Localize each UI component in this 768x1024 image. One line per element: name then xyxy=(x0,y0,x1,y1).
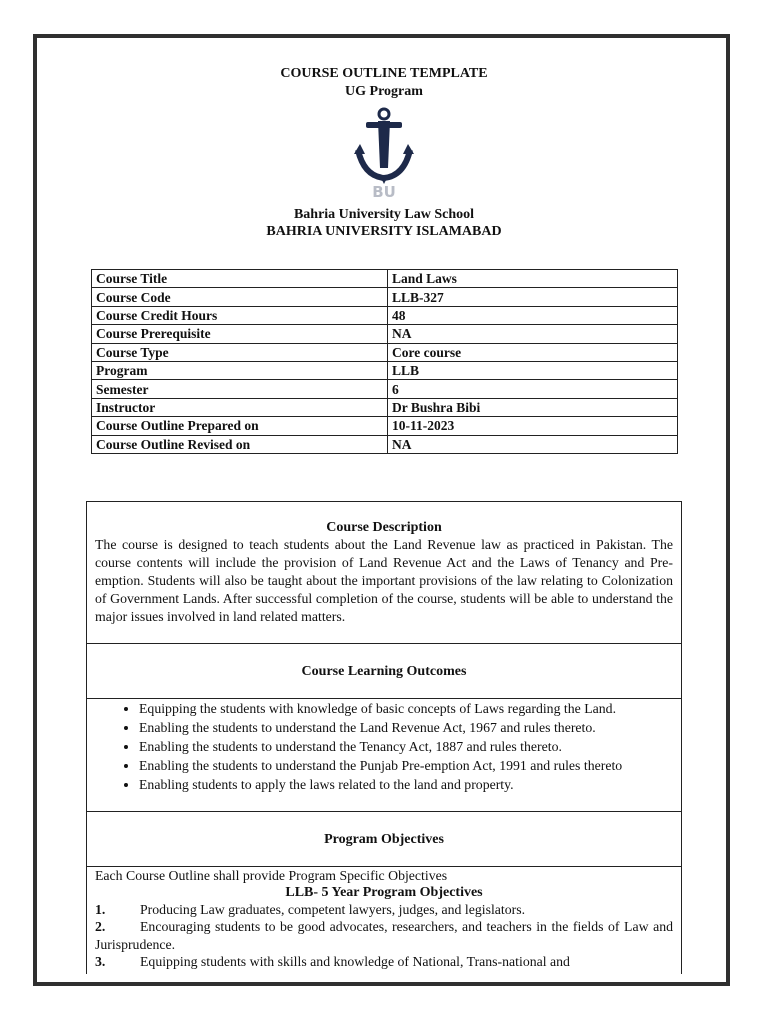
info-value: LLB-327 xyxy=(388,288,678,306)
objective-number: 1. xyxy=(95,901,106,917)
info-value: Land Laws xyxy=(388,270,678,288)
info-label: Instructor xyxy=(92,398,388,416)
document-title: COURSE OUTLINE TEMPLATE xyxy=(280,66,488,81)
info-value: Dr Bushra Bibi xyxy=(388,398,678,416)
objectives-intro: Each Course Outline shall provide Program Specific Objectives xyxy=(95,868,448,883)
section-title: Program Objectives xyxy=(324,832,444,847)
info-label: Course Outline Prepared on xyxy=(92,417,388,435)
objective-item xyxy=(87,953,681,971)
objective-number: 2. xyxy=(95,919,106,934)
info-row xyxy=(92,398,678,416)
objective-text: Encouraging students to be good advocates, researchers, and teachers in the fields of Law and Jurisprudence. xyxy=(95,919,673,952)
course-info-table xyxy=(91,269,678,454)
info-value: LLB xyxy=(388,361,678,379)
university-name: BAHRIA UNIVERSITY ISLAMABAD xyxy=(266,224,502,239)
list-item: • Equipping the students with knowledge of basic concepts of Laws regarding the Land. xyxy=(139,699,681,718)
anchor-icon xyxy=(352,104,416,200)
info-value: 6 xyxy=(388,380,678,398)
info-label: Course Outline Revised on xyxy=(92,435,388,453)
objective-number: 3. xyxy=(95,954,106,969)
info-row xyxy=(92,288,678,306)
info-value: 10-11-2023 xyxy=(388,417,678,435)
info-row xyxy=(92,270,678,288)
info-label: Course Code xyxy=(92,288,388,306)
list-item: • Enabling the students to understand the Land Revenue Act, 1967 and rules thereto. xyxy=(139,718,681,737)
school-name: Bahria University Law School xyxy=(293,207,475,222)
info-label: Course Credit Hours xyxy=(92,306,388,324)
course-description-section xyxy=(86,501,682,644)
program-objectives-content xyxy=(86,866,682,974)
info-row xyxy=(92,306,678,324)
info-label: Course Prerequisite xyxy=(92,325,388,343)
objective-item xyxy=(87,918,681,953)
info-row xyxy=(92,435,678,453)
svg-text:BU: BU xyxy=(372,183,396,200)
section-title: Course Learning Outcomes xyxy=(301,664,467,679)
description-text: The course is designed to teach students about the Land Revenue law as practiced in Pakistan. The course contents will include the provision of Land Revenue Act and the Laws of Tenancy and Pre-emption. Students will also be taught about the important provisions of the law relating to Colonization of Government Lands. After successful completion of the course, students will be able to understand the major issues involved in land related matters. xyxy=(95,537,673,624)
info-value: NA xyxy=(388,325,678,343)
info-row xyxy=(92,343,678,361)
learning-outcomes-header xyxy=(86,643,682,699)
document-subtitle: UG Program xyxy=(345,84,423,99)
university-logo xyxy=(352,104,416,200)
info-label: Course Title xyxy=(92,270,388,288)
objective-text: Equipping students with skills and knowledge of National, Trans-national and xyxy=(140,954,570,969)
program-objectives-header xyxy=(86,811,682,867)
objectives-subtitle: LLB- 5 Year Program Objectives xyxy=(285,884,483,900)
learning-outcomes-list xyxy=(86,698,682,812)
info-value: Core course xyxy=(388,343,678,361)
section-title: Course Description xyxy=(326,520,442,535)
info-row xyxy=(92,361,678,379)
list-item: • Enabling the students to understand the Punjab Pre-emption Act, 1991 and rules thereto xyxy=(139,756,681,775)
objective-item xyxy=(87,901,681,919)
list-item: • Enabling students to apply the laws related to the land and property. xyxy=(139,775,681,794)
info-row xyxy=(92,380,678,398)
info-value: NA xyxy=(388,435,678,453)
info-label: Course Type xyxy=(92,343,388,361)
info-label: Program xyxy=(92,361,388,379)
info-row xyxy=(92,417,678,435)
list-item: • Enabling the students to understand the Tenancy Act, 1887 and rules thereto. xyxy=(139,737,681,756)
objective-text: Producing Law graduates, competent lawyers, judges, and legislators. xyxy=(140,901,526,917)
info-row xyxy=(92,325,678,343)
info-label: Semester xyxy=(92,380,388,398)
info-value: 48 xyxy=(388,306,678,324)
